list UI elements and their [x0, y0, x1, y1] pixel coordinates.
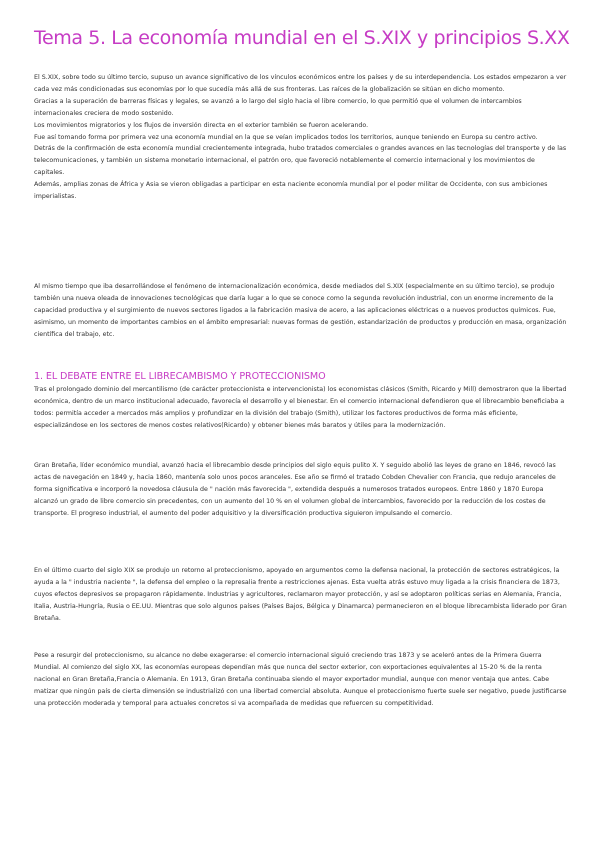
- protectionism-return-block: [34, 565, 567, 625]
- page-title: Tema 5. La economía mundial en el S.XIX y principios S.XX: [34, 27, 570, 49]
- intro-paragraph-migration: Los movimientos migratorios y los flujos de inversión directa en el exterior también se fueron acelerando.: [34, 121, 369, 129]
- debate-paragraph: Tras el prolongado dominio del mercantilismo (de carácter proteccionista e intervencionista) los economistas clásicos (Smith, Ricardo y Mill) demostraron que la libertad económica, dentro de un marco institucional adecuado, favorecía el desarrollo y el bienestar. En el comercio internacional defendieron que el librecambio beneficiaba a todos: permitía acceder a mercados más amplios y profundizar en la división del trabajo (Smith), utilizar los factores productivos de forma más eficiente, especializándose en los sectores de menos costes relativos(Ricardo) y obtener bienes más baratos y útiles para la modernización.: [34, 386, 567, 429]
- intro-paragraph-world-economy: Fue así tomando forma por primera vez una economía mundial en la que se veían implicados todos los territorios, aunque teniendo en Europa su centro activo.: [34, 133, 538, 141]
- intro-block: [34, 72, 567, 203]
- debate-block: [34, 384, 567, 432]
- intro-paragraph-free-trade: Gracias a la superación de barreras físicas y legales, se avanzó a lo largo del siglo hacia el libre comercio, lo que permitió que el volumen de intercambios internacionales creciera de modo sostenido.: [34, 97, 522, 117]
- second-revolution-paragraph: Al mismo tiempo que iba desarrollándose el fenómeno de internacionalización económica, desde mediados del S.XIX (especialmente en su último tercio), se produjo también una nueva oleada de innovaciones tecnológicas que daría lugar a lo que se conoce como la segunda revolución industrial, con un enorme incremento de la capacidad productiva y el surgimiento de nuevos sectores ligados a la fabricación masiva de acero, a las aplicaciones eléctricas o a nuevos productos químicos. Fue, asimismo, un momento de importantes cambios en el ámbito empresarial: nuevas formas de gestión, estandarización de productos y producción en masa, organización científica del trabajo, etc.: [34, 283, 567, 338]
- intro-paragraph-imperialism: Además, amplias zonas de África y Asia se vieron obligadas a participar en esta naciente economía mundial por el poder militar de Occidente, con sus ambiciones imperialistas.: [34, 181, 548, 201]
- intro-paragraph-treaties: Detrás de la confirmación de esta economía mundial crecientemente integrada, hubo tratados comerciales o grandes avances en las tecnologías del transporte y de las telecomunicaciones, y también un sistema monetario internacional, el patrón oro, que favoreció notablemente el comercio internacional y los movimientos de capitales.: [34, 145, 567, 177]
- protectionism-return-paragraph: En el último cuarto del siglo XIX se produjo un retorno al proteccionismo, apoyado en argumentos como la defensa nacional, la protección de sectores estratégicos, la ayuda a la " industria naciente ", la defensa del empleo o la represalia frente a restricciones ajenas. Esta vuelta atrás estuvo muy ligada a la crisis financiera de 1873, cuyos efectos depresivos se propagaron rápidamente. Industrias y agricultores, reclamaron mayor protección, y así se adoptaron políticas serias en Alemania, Francia, Italia, Austria-Hungría, Rusia o EE.UU. Mientras que solo algunos países (Países Bajos, Bélgica y Dinamarca) permanecieron en el bloque librecambista liderado por Gran Bretaña.: [34, 567, 567, 622]
- intro-paragraph-globalization: El S.XIX, sobre todo su último tercio, supuso un avance significativo de los vínculos económicos entre los países y de su interdependencia. Los estados empezaron a ver cada vez más condicionadas sus economías por lo que sucedía más allá de sus fronteras. Las raíces de la globalización se sitúan en dicho momento.: [34, 74, 567, 93]
- protectionism-nuance-block: [34, 650, 567, 710]
- second-revolution-block: [34, 281, 567, 341]
- great-britain-paragraph: Gran Bretaña, líder económico mundial, avanzó hacia el librecambio desde principios del siglo equis pulito X. Y seguido abolió las leyes de grano en 1846, revocó las actas de navegación en 1849 y, hacia 1860, mantenía solo unos pocos aranceles. Ese año se firmó el tratado Cobden Chevalier con Francia, que redujo aranceles de forma significativa e incorporó la novedosa cláusula de " nación más favorecida ", extendida después a numerosos tratados europeos. Entre 1860 y 1870 Europa alcanzó un grado de libre comercio sin precedentes, con un aumento del 10 % en el volumen global de intercambios, favorecido por la reducción de los costes de transporte. El progreso industrial, el aumento del poder adquisitivo y la diversificación productiva siguieron impulsando el comercio.: [34, 462, 556, 517]
- section-heading: 1. EL DEBATE ENTRE EL LIBRECAMBISMO Y PROTECCIONISMO: [34, 371, 326, 382]
- great-britain-block: [34, 460, 567, 520]
- protectionism-nuance-paragraph: Pese a resurgir del proteccionismo, su alcance no debe exagerarse: el comercio internacional siguió creciendo tras 1873 y se aceleró antes de la Primera Guerra Mundial. Al comienzo del siglo XX, las economías europeas dependían más que nunca del sector exterior, con exportaciones equivalentes al 15-20 % de la renta nacional en Gran Bretaña,Francia o Alemania. En 1913, Gran Bretaña continuaba siendo el mayor exportador mundial, aunque con menor ventaja que antes. Cabe matizar que ningún país de cierta dimensión se industrializó con una libertad comercial absoluta. Aunque el proteccionismo fuerte suele ser negativo, puede justificarse una protección moderada y temporal para actuales concretos si va acompañada de medidas que refuercen su competitividad.: [34, 652, 567, 707]
